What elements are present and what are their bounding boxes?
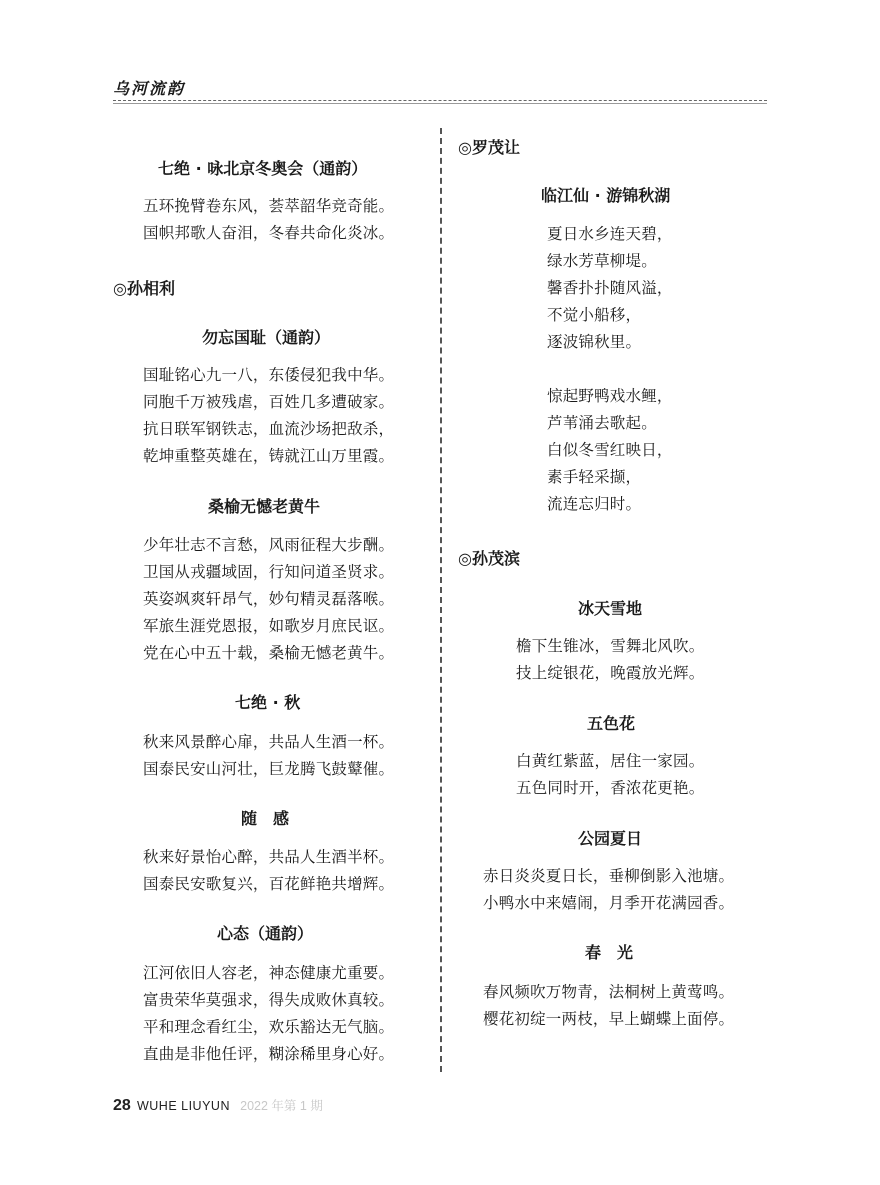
magazine-section-title: 乌河流韵 bbox=[113, 79, 186, 98]
verse-line: 国耻铭心九一八，东倭侵犯我中华。 bbox=[143, 366, 395, 384]
verse-line: 少年壮志不言愁，风雨征程大步酬。 bbox=[143, 536, 395, 554]
verse-line: 乾坤重整英雄在，铸就江山万里霞。 bbox=[143, 447, 395, 465]
poem-title: 春 光 bbox=[585, 943, 634, 962]
verse-line: 逐波锦秋里。 bbox=[547, 333, 642, 351]
verse-line: 白似冬雪红映日， bbox=[547, 441, 673, 459]
verse-line: 同胞千万被残虐，百姓几多遭破家。 bbox=[143, 393, 395, 411]
verse-line: 绿水芳草柳堤。 bbox=[547, 252, 657, 270]
verse-line: 直曲是非他任评，糊涂稀里身心好。 bbox=[143, 1045, 395, 1063]
verse-line: 技上绽银花，晚霞放光辉。 bbox=[516, 664, 705, 682]
author-name: ◎孙相利 bbox=[113, 279, 175, 298]
verse-line: 素手轻采撷， bbox=[547, 468, 642, 486]
poem-title: 心态（通韵） bbox=[217, 924, 314, 943]
verse-line: 国泰民安山河壮，巨龙腾飞鼓鼙催。 bbox=[143, 760, 395, 778]
header-rule bbox=[113, 100, 767, 101]
verse-line: 白黄红紫蓝，居住一家园。 bbox=[516, 752, 705, 770]
issue-label: 2022 年第 1 期 bbox=[240, 1099, 323, 1113]
verse-line: 国帜邦歌人奋泪，冬春共命化炎冰。 bbox=[143, 224, 395, 242]
poem-title: 公园夏日 bbox=[578, 829, 643, 848]
magazine-name: WUHE LIUYUN bbox=[136, 1099, 230, 1113]
verse-line: 五环挽臂卷东风，荟萃韶华竞奇能。 bbox=[143, 197, 395, 215]
verse-line: 秋来好景怡心醉，共品人生酒半杯。 bbox=[143, 848, 395, 866]
verse-line: 惊起野鸭戏水鲤， bbox=[547, 387, 673, 405]
poem-title: 七绝 · 咏北京冬奥会（通韵） bbox=[158, 159, 368, 178]
verse-line: 流连忘归时。 bbox=[547, 495, 642, 513]
verse-line: 军旅生涯党恩报，如歌岁月庶民讴。 bbox=[143, 617, 395, 635]
column-divider bbox=[440, 128, 442, 1072]
verse-line: 五色同时开，香浓花更艳。 bbox=[516, 779, 705, 797]
poem-title: 七绝 · 秋 bbox=[235, 693, 301, 712]
verse-line: 馨香扑扑随风溢， bbox=[547, 279, 673, 297]
page-number: 28 bbox=[113, 1097, 131, 1114]
poem-title: 临江仙 · 游锦秋湖 bbox=[541, 186, 671, 205]
verse-line: 党在心中五十载，桑榆无憾老黄牛。 bbox=[143, 644, 395, 662]
verse-line: 夏日水乡连天碧， bbox=[547, 225, 673, 243]
verse-line: 樱花初绽一两枝，早上蝴蝶上面停。 bbox=[483, 1010, 735, 1028]
verse-line: 春风频吹万物青，法桐树上黄莺鸣。 bbox=[483, 983, 735, 1001]
verse-line: 国泰民安歌复兴，百花鲜艳共增辉。 bbox=[143, 875, 395, 893]
poem-title: 勿忘国耻（通韵） bbox=[202, 328, 331, 347]
poem-title: 五色花 bbox=[587, 714, 636, 733]
page-footer bbox=[113, 1096, 323, 1115]
verse-line: 秋来风景醉心扉，共品人生酒一杯。 bbox=[143, 733, 395, 751]
verse-line: 富贵荣华莫强求，得失成败休真较。 bbox=[143, 991, 395, 1009]
verse-line: 英姿飒爽轩昂气，妙句精灵磊落喉。 bbox=[143, 590, 395, 608]
verse-line: 平和理念看红尘，欢乐豁达无气脑。 bbox=[143, 1018, 395, 1036]
verse-line: 檐下生锥冰，雪舞北风吹。 bbox=[516, 637, 705, 655]
header-rule-solid bbox=[113, 103, 767, 104]
verse-line: 赤日炎炎夏日长，垂柳倒影入池塘。 bbox=[483, 867, 735, 885]
author-name: ◎罗茂让 bbox=[458, 138, 520, 157]
verse-line: 芦苇涌去歌起。 bbox=[547, 414, 657, 432]
verse-line: 小鸭水中来嬉闹，月季开花满园香。 bbox=[483, 894, 735, 912]
author-name: ◎孙茂滨 bbox=[458, 549, 520, 568]
poem-title: 冰天雪地 bbox=[578, 599, 643, 618]
verse-line: 江河依旧人容老，神态健康尤重要。 bbox=[143, 964, 395, 982]
verse-line: 不觉小船移， bbox=[547, 306, 642, 324]
poem-title: 随 感 bbox=[241, 809, 290, 828]
poem-title: 桑榆无憾老黄牛 bbox=[208, 497, 321, 516]
verse-line: 卫国从戎疆域固，行知问道圣贤求。 bbox=[143, 563, 395, 581]
verse-line: 抗日联军钢铁志，血流沙场把敌杀， bbox=[143, 420, 395, 438]
